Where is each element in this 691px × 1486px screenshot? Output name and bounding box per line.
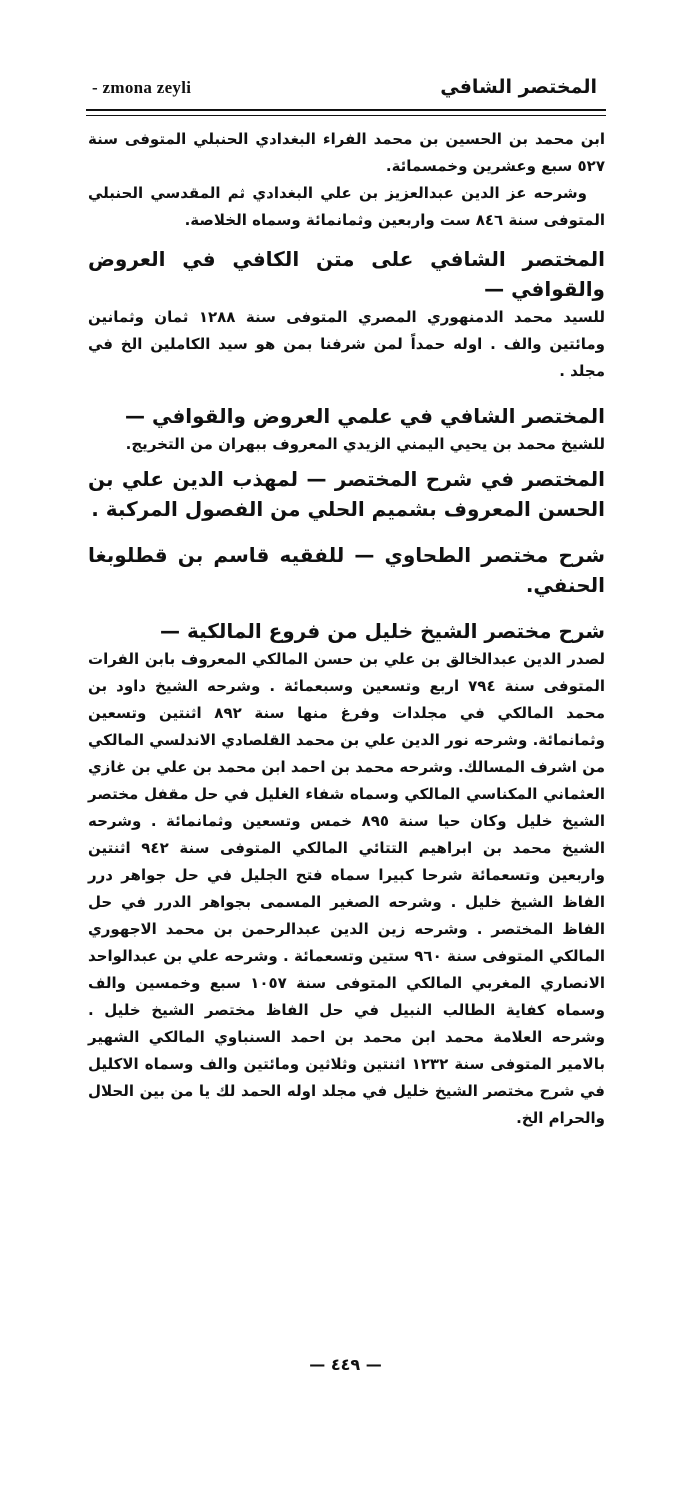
header-rule-thick [86,109,606,111]
header-rule-thin [86,115,606,116]
entry-heading: المختصر الشافي في علمي العروض والقوافي — [125,404,605,428]
running-header-title: المختصر الشافي [440,76,597,98]
entry-paragraph: ابن محمد بن الحسين بن محمد الفراء البغدادي الحنبلي المتوفى سنة ٥٢٧ سبع وعشرين وخمسمائة. [88,130,605,175]
entry-paragraph: لصدر الدين عبدالخالق بن علي بن حسن المالكي المعروف بابن الفرات المتوفى سنة ٧٩٤ اربع وتسعين وسبعمائة . وشرحه الشيخ داود بن محمد المالكي في مجلدات وفرغ منها سنة ٨٩٢ اثنتين وتسعين وثمانمائة. وشرحه نور الدين علي بن محمد القلصادي الاندلسي المالكي من اشرف المسالك. وشرحه محمد بن احمد ابن محمد بن علي بن غازي العثماني المكناسي المالكي وسماه شفاء الغليل في حل مقفل مختصر الشيخ خليل وكان حيا سنة ٨٩٥ خمس وتسعين وثمانمائة . وشرحه الشيخ محمد بن ابراهيم التتائي المالكي المتوفى سنة ٩٤٢ اثنتين واربعين وتسعمائة شرحا كبيرا سماه فتح الجليل في حل جواهر درر الفاظ الشيخ خليل . وشرحه الصغير المسمى بجواهر الدرر في حل الفاظ المختصر . وشرحه زين الدين عبدالرحمن بن محمد الاجهوري المالكي المتوفى سنة ٩٦٠ ستين وتسعمائة . وشرحه علي بن عبدالواحد الانصاري المغربي المالكي المتوفى سنة ١٠٥٧ سبع وخمسين والف وسماه كفاية الطالب النبيل في حل الفاظ مختصر الشيخ خليل . وشرحه العلامة محمد ابن محمد بن احمد السنباوي المالكي الشهير بالامير المتوفى سنة ١٢٣٢ اثنتين وثلاثين ومائتين والف وسماه الاكليل في شرح مختصر الشيخ خليل في مجلد اوله الحمد لك يا من بين الحلال والحرام الخ. [88,650,606,1127]
entry-paragraph: للسيد محمد الدمنهوري المصري المتوفى سنة ١٢٨٨ ثمان وثمانين ومائتين والف . اوله حمداً لمن شرفنا بمن هو سيد الكاملين الخ في مجلد . [88,308,606,380]
entry-heading: المختصر في شرح المختصر — لمهذب الدين علي بن الحسن المعروف بشميم الحلي من الفصول المركبة . [88,467,605,521]
running-header-left: - zmona zeyli [92,78,192,97]
entry-paragraph: للشيخ محمد بن يحيي اليمني الزيدي المعروف ببهران من التخريج. [125,435,605,453]
entry-paragraph: وشرحه عز الدين عبدالعزيز بن علي البغدادي ثم المقدسي الحنبلي المتوفى سنة ٨٤٦ ست واربعين وثمانمائة وسماه الخلاصة. [88,184,605,229]
entry-heading: المختصر الشافي على متن الكافي في العروض والقوافي — [88,247,605,301]
page-number: — ٤٤٩ — [309,1355,382,1374]
entry-heading: شرح مختصر الشيخ خليل من فروع المالكية — [160,619,605,643]
entry-heading: شرح مختصر الطحاوي — للفقيه قاسم بن قطلوبغا الحنفي. [88,543,605,597]
body-text [88,126,605,1132]
